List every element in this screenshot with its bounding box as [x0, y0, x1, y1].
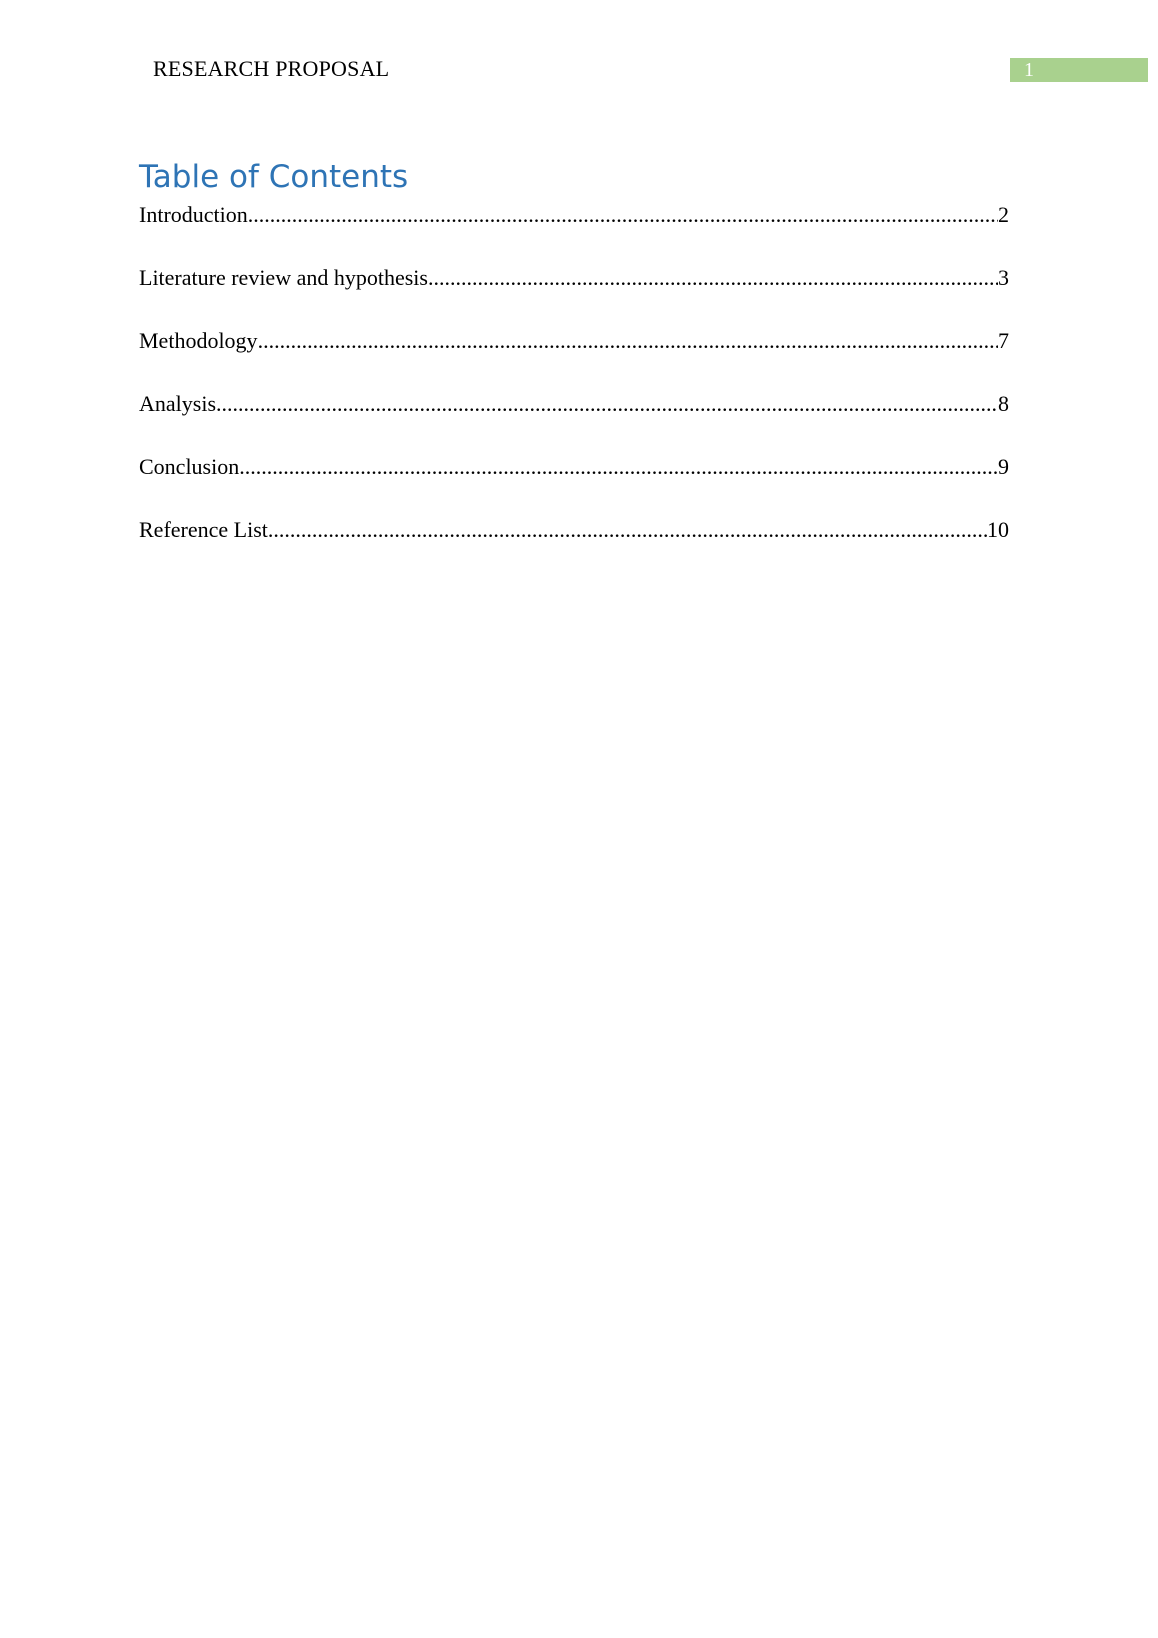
toc-list — [139, 200, 1009, 578]
toc-heading: Table of Contents — [139, 159, 409, 195]
toc-entry-literature-review[interactable] — [139, 263, 1009, 326]
toc-entry-conclusion[interactable] — [139, 452, 1009, 515]
toc-entry-label: Literature review and hypothesis — [139, 265, 428, 290]
toc-entry-page: 8 — [998, 391, 1009, 416]
page-number: 1 — [1024, 59, 1034, 81]
toc-entry-label: Introduction — [139, 202, 248, 227]
toc-dot-leader — [258, 326, 998, 356]
toc-entry-page: 10 — [987, 517, 1009, 542]
toc-entry-page: 2 — [998, 202, 1009, 227]
toc-dot-leader — [216, 389, 998, 419]
toc-entry-reference-list[interactable] — [139, 515, 1009, 578]
toc-entry-label: Conclusion — [139, 454, 240, 479]
toc-dot-leader — [268, 515, 987, 545]
toc-entry-methodology[interactable] — [139, 326, 1009, 389]
toc-entry-page: 3 — [998, 265, 1009, 290]
page-number-badge — [1010, 58, 1148, 82]
running-header-title: RESEARCH PROPOSAL — [153, 56, 390, 81]
toc-entry-label: Methodology — [139, 328, 258, 353]
toc-dot-leader — [428, 263, 998, 293]
toc-entry-label: Reference List — [139, 517, 268, 542]
toc-dot-leader — [239, 452, 998, 482]
toc-dot-leader — [248, 200, 998, 230]
toc-entry-analysis[interactable] — [139, 389, 1009, 452]
toc-entry-introduction[interactable] — [139, 200, 1009, 263]
toc-entry-page: 9 — [998, 454, 1009, 479]
toc-entry-label: Analysis — [139, 391, 216, 416]
toc-entry-page: 7 — [998, 328, 1009, 353]
